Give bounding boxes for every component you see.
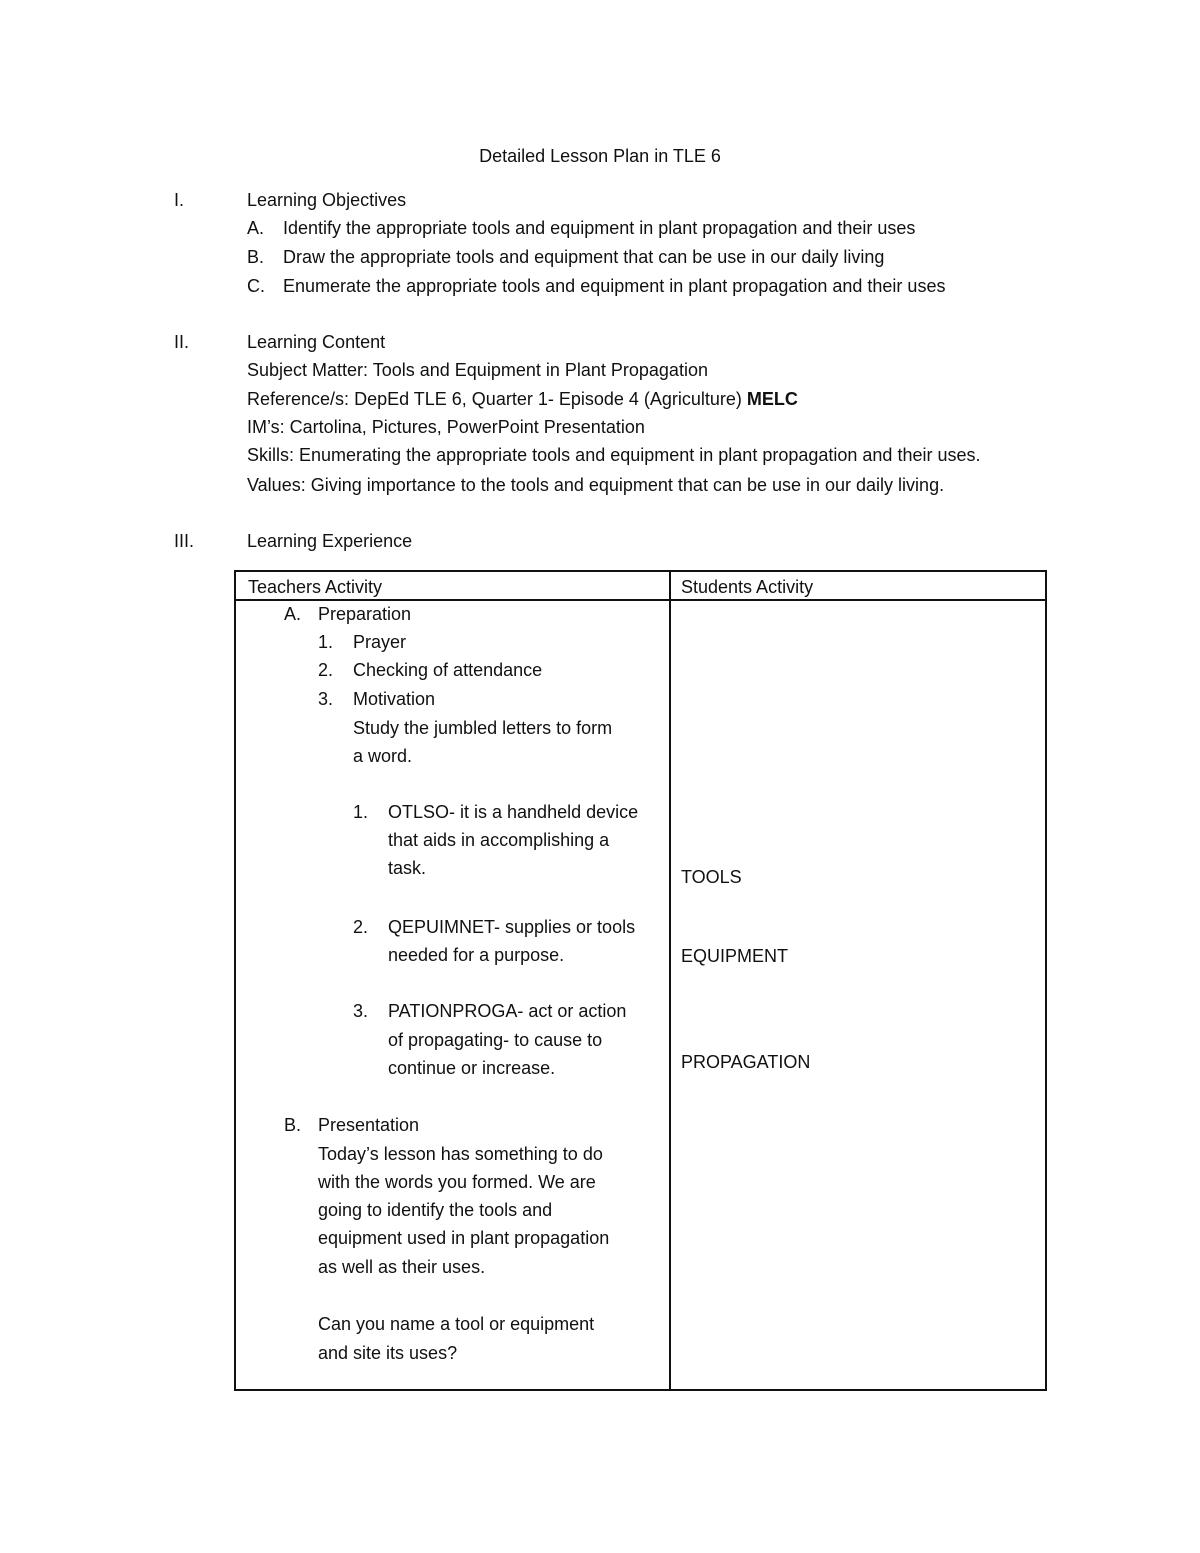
reference-melc: MELC: [746, 389, 798, 409]
section-heading-objectives: Learning Objectives: [247, 190, 407, 210]
jumbled-text: task.: [388, 858, 427, 878]
ims-label: IM’s:: [247, 417, 285, 437]
jumbled-number: 3.: [353, 1001, 369, 1021]
objective-letter: B.: [247, 247, 265, 267]
objective-text: Draw the appropriate tools and equipment that can be use in our daily living: [283, 247, 885, 267]
jumbled-text: continue or increase.: [388, 1058, 556, 1078]
preparation-letter: A.: [284, 604, 302, 624]
presentation-text: with the words you formed. We are: [318, 1172, 596, 1192]
reference-value: DepEd TLE 6, Quarter 1- Episode 4 (Agriculture): [349, 389, 747, 409]
step-number: 1.: [318, 632, 334, 652]
step-text: Motivation: [353, 689, 436, 709]
objective-text: Enumerate the appropriate tools and equipment in plant propagation and their uses: [283, 276, 946, 296]
step-text: Checking of attendance: [353, 660, 543, 680]
skills-label: Skills:: [247, 445, 295, 465]
student-activity-header: Students Activity: [681, 577, 814, 597]
objective-text: Identify the appropriate tools and equipment in plant propagation and their uses: [283, 218, 916, 238]
motivation-instruction: Study the jumbled letters to form: [353, 718, 613, 738]
objective-letter: A.: [247, 218, 265, 238]
teacher-activity-header: Teachers Activity: [248, 577, 383, 597]
section-numeral-content: II.: [174, 332, 190, 352]
presentation-question: and site its uses?: [318, 1343, 458, 1363]
activity-table: [234, 570, 1047, 1391]
preparation-label: Preparation: [318, 604, 412, 624]
step-text: Prayer: [353, 632, 407, 652]
section-numeral-experience: III.: [174, 531, 195, 551]
step-number: 2.: [318, 660, 334, 680]
jumbled-text: PATIONPROGA- act or action: [388, 1001, 627, 1021]
jumbled-text: of propagating- to cause to: [388, 1030, 603, 1050]
presentation-text: going to identify the tools and: [318, 1200, 553, 1220]
ims-value: Cartolina, Pictures, PowerPoint Presentation: [284, 417, 645, 437]
jumbled-text: needed for a purpose.: [388, 945, 565, 965]
jumbled-number: 2.: [353, 917, 369, 937]
answer-equipment: EQUIPMENT: [681, 946, 789, 966]
jumbled-text: that aids in accomplishing a: [388, 830, 610, 850]
subject-matter-line: [247, 359, 708, 381]
step-number: 3.: [318, 689, 334, 709]
reference-label: Reference/s:: [247, 389, 350, 409]
subject-matter-label: Subject Matter:: [247, 360, 369, 380]
ims-line: [247, 416, 645, 438]
page-title: Detailed Lesson Plan in TLE 6: [479, 146, 721, 166]
jumbled-text: OTLSO- it is a handheld device: [388, 802, 639, 822]
answer-tools: TOOLS: [681, 867, 742, 887]
table-header-divider: [236, 599, 1045, 601]
table-column-divider: [669, 572, 671, 1389]
answer-propagation: PROPAGATION: [681, 1052, 811, 1072]
values-value: Giving importance to the tools and equipment that can be use in our daily living.: [305, 475, 945, 495]
presentation-label: Presentation: [318, 1115, 420, 1135]
values-line: [247, 474, 944, 496]
jumbled-text: QEPUIMNET- supplies or tools: [388, 917, 636, 937]
presentation-text: Today’s lesson has something to do: [318, 1144, 603, 1164]
values-label: Values:: [247, 475, 306, 495]
section-heading-content: Learning Content: [247, 332, 386, 352]
subject-matter-value: Tools and Equipment in Plant Propagation: [368, 360, 708, 380]
section-heading-experience: Learning Experience: [247, 531, 413, 551]
presentation-text: equipment used in plant propagation: [318, 1228, 610, 1248]
presentation-letter: B.: [284, 1115, 302, 1135]
presentation-text: as well as their uses.: [318, 1257, 486, 1277]
jumbled-number: 1.: [353, 802, 369, 822]
section-numeral-objectives: I.: [174, 190, 185, 210]
reference-line: [247, 388, 798, 410]
skills-value: Enumerating the appropriate tools and equipment in plant propagation and their uses.: [294, 445, 981, 465]
skills-line: [247, 444, 980, 466]
objective-letter: C.: [247, 276, 265, 296]
presentation-question: Can you name a tool or equipment: [318, 1314, 595, 1334]
motivation-instruction: a word.: [353, 746, 413, 766]
